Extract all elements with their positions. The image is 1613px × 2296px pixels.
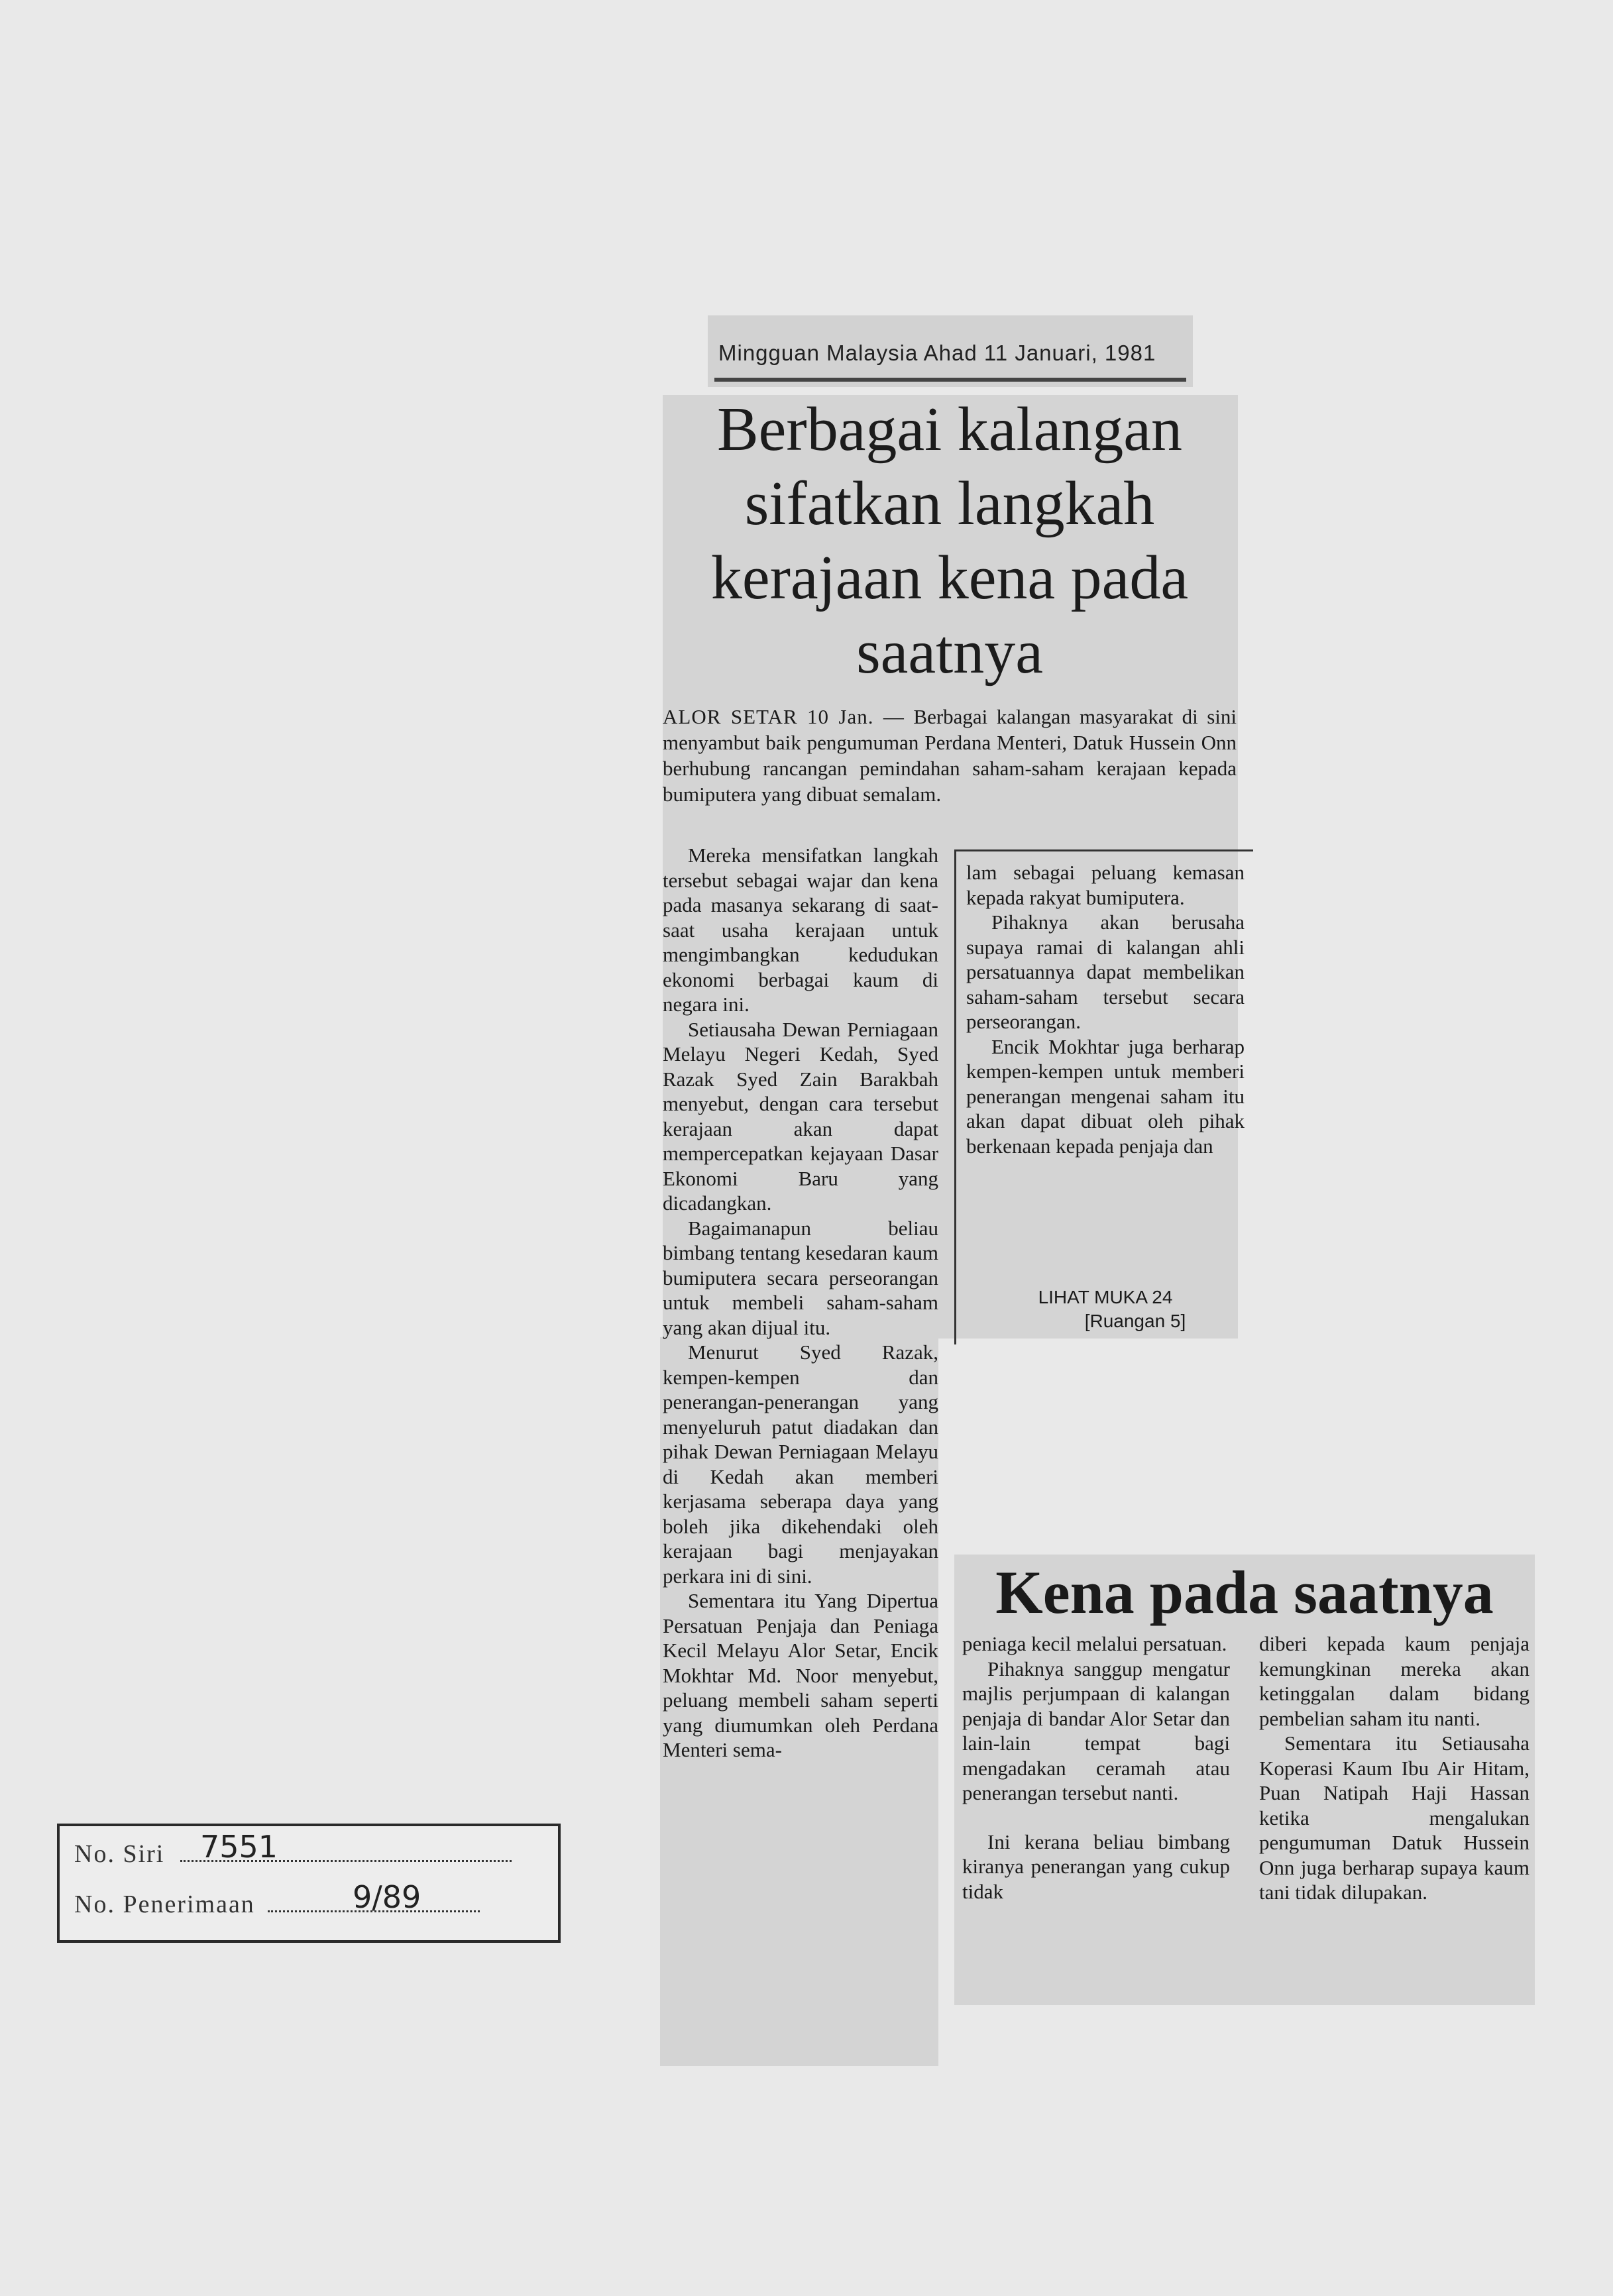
- article-headline: Berbagai kalangan sifatkan langkah kerajaan kena pada saatnya: [710, 395, 1189, 686]
- paragraph: Bagaimanapun beliau bimbang tentang kesedaran kaum bumiputera secara perseorangan untuk membeli saham-saham yang akan dijual itu.: [663, 1216, 938, 1339]
- penerimaan-handwritten-value: 9/89: [353, 1879, 421, 1915]
- siri-handwritten-value: 7551: [200, 1829, 278, 1865]
- continuation-column-2: [1259, 1631, 1530, 1905]
- paragraph: diberi kepada kaum penjaja kemungkinan mereka akan ketinggalan dalam bidang pembelian saham itu nanti.: [1259, 1632, 1530, 1730]
- lead-dateline: ALOR SETAR 10 Jan. —: [663, 705, 905, 728]
- paragraph: Menurut Syed Razak, kempen-kempen dan penerangan-penerangan yang menyeluruh patut diadakan dan pihak Dewan Perniagaan Melayu di Kedah akan memberi kerjasama seberapa daya yang boleh jika dikehendaki oleh kerajaan bagi menjayakan perkara ini di sini.: [663, 1340, 938, 1588]
- continuation-headline: Kena pada saatnya: [995, 1558, 1494, 1626]
- paragraph: Ini kerana beliau bimbang kiranya penerangan yang cukup tidak: [962, 1830, 1230, 1903]
- paragraph: Mereka mensifatkan langkah tersebut sebagai wajar dan kena pada masanya sekarang di saat-saat usaha kerajaan untuk mengimbangkan kedudukan ekonomi berbagai kaum di negara ini.: [663, 844, 938, 1016]
- continued-page: LIHAT MUKA 24: [1038, 1287, 1173, 1307]
- continued-notice: [966, 1285, 1245, 1333]
- newspaper-masthead: [708, 315, 1193, 387]
- paragraph: Sementara itu Setiausaha Koperasi Kaum Ibu Air Hitam, Puan Natipah Haji Hassan ketika mengalukan pengumuman Datuk Hussein Onn juga berharap supaya kaum tani tidak dilupakan.: [1259, 1731, 1530, 1904]
- stamp-penerimaan-row: [74, 1879, 480, 1919]
- masthead-rule: [714, 378, 1186, 382]
- continuation-column-1: [962, 1631, 1230, 1904]
- paragraph: Pihaknya sanggup mengatur majlis perjumpaan di kalangan penjaja di bandar Alor Setar dan lain-lain tempat bagi mengadakan ceramah atau penerangan tersebut nanti.: [962, 1657, 1230, 1804]
- paragraph: lam sebagai peluang kemasan kepada rakyat bumiputera.: [966, 861, 1245, 909]
- archive-stamp: [57, 1824, 561, 1943]
- penerimaan-label: No. Penerimaan: [74, 1890, 255, 1918]
- stamp-siri-row: [74, 1829, 512, 1869]
- paragraph: Setiausaha Dewan Perniagaan Melayu Negeri Kedah, Syed Razak Syed Zain Barakbah menyebut, dengan cara tersebut kerajaan akan dapat mempercepatkan kejayaan Dasar Ekonomi Baru yang dicadangkan.: [663, 1017, 938, 1215]
- paragraph: Pihaknya akan berusaha supaya ramai di kalangan ahli persatuannya dapat membelikan saham-saham tersebut secara perseorangan.: [966, 910, 1245, 1033]
- paragraph: Sementara itu Yang Dipertua Persatuan Penjaja dan Peniaga Kecil Melayu Alor Setar, Encik Mokhtar Md. Noor menyebut, peluang membeli saham seperti yang diumumkan oleh Perdana Menteri sema-: [663, 1589, 938, 1761]
- article-column-left: [663, 843, 938, 2062]
- lead-text: Berbagai kalangan masyarakat di sini menyambut baik pengumuman Perdana Menteri, Datuk Hussein Onn berhubung rancangan pemindahan saham-saham kerajaan kepada bumiputera yang dibuat semalam.: [663, 705, 1237, 806]
- article-lead: [663, 704, 1237, 807]
- masthead-text: Mingguan Malaysia Ahad 11 Januari, 1981: [718, 341, 1156, 365]
- paragraph: peniaga kecil melalui persatuan.: [962, 1632, 1227, 1655]
- siri-label: No. Siri: [74, 1840, 165, 1868]
- paragraph: Encik Mokhtar juga berharap kempen-kempen untuk memberi penerangan mengenai saham itu akan dapat dibuat oleh pihak berkenaan kepada penjaja dan: [966, 1034, 1245, 1158]
- continued-column: [Ruangan 5]: [1084, 1311, 1186, 1331]
- article-column-boxed: [966, 860, 1245, 1158]
